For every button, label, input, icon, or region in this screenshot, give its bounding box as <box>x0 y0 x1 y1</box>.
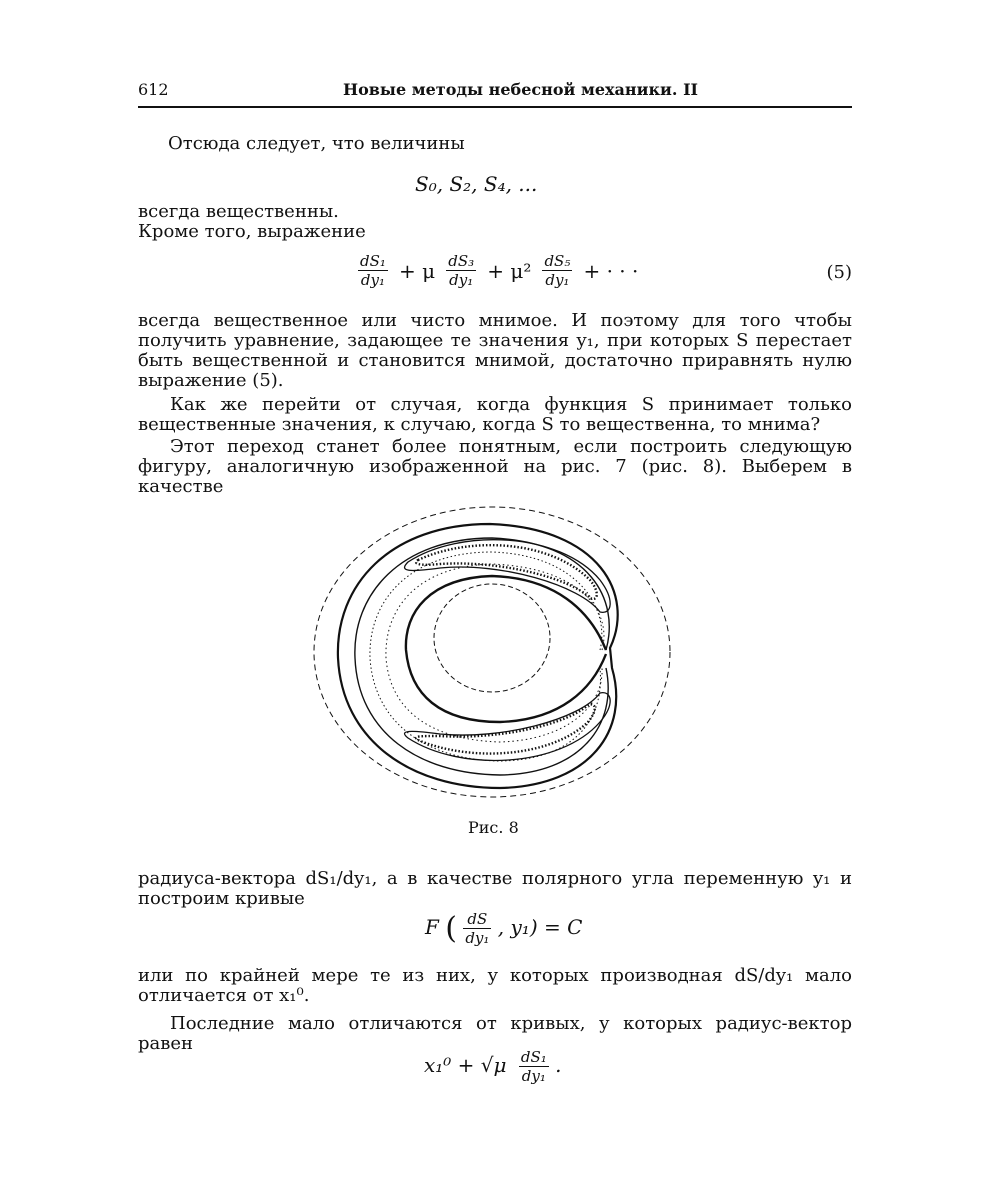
paragraph-2: Как же перейти от случая, когда функция S принимает только вещественные значения, к случаю, когда S то вещественна, то мнима? <box>138 394 852 435</box>
inner-solid-curve <box>406 576 606 722</box>
left-paren: ( <box>445 911 457 946</box>
text-line-2: всегда вещественны. <box>138 201 339 222</box>
fraction-ds-dy1: $\frac{dS}{\text{dy₁}}$ <box>465 910 490 947</box>
fraction-ds1-dy1-final: $\frac{\text{dS₁}}{\text{dy₁}}$ <box>520 1048 547 1085</box>
lower-island-dotted <box>416 704 595 753</box>
paragraph-3: Этот переход станет более понятным, если построить следующую фигуру, аналогичную изображенной на рис. 7 (рис. 8). Выберем в качестве <box>138 436 852 497</box>
figure-8 <box>300 500 700 805</box>
outer-solid-curve <box>338 524 618 788</box>
formula-f-prefix: F <box>425 915 439 939</box>
outer-dashed-curve <box>314 507 670 797</box>
fraction-ds5-dy1: $\frac{\text{dS₅}}{\text{dy₁}}$ <box>544 252 571 289</box>
fraction-ds3-dy1: $\frac{\text{dS₃}}{\text{dy₁}}$ <box>448 252 475 289</box>
formula-5-expression <box>358 252 644 289</box>
ellipsis-tail: + · · · <box>583 258 639 283</box>
figure-caption: Рис. 8 <box>468 818 519 837</box>
inner-dashed-curve <box>434 584 550 692</box>
plus-mu: + μ <box>399 258 436 283</box>
formula-f-rest: , y₁) = C <box>497 915 583 939</box>
series-s: S₀, S₂, S₄, ... <box>415 172 538 196</box>
formula-5 <box>138 252 852 296</box>
plus-mu-squared: + μ² <box>487 258 532 283</box>
equation-number: (5) <box>826 262 852 283</box>
paragraph-5: или по крайней мере те из них, у которых производная dS/dy₁ мало отличается от x₁⁰. <box>138 965 852 1006</box>
running-head <box>138 80 850 106</box>
text-line-3: Кроме того, выражение <box>138 221 366 242</box>
formula-x <box>424 1048 562 1085</box>
header-rule <box>138 106 852 108</box>
paragraph-4: радиуса-вектора dS₁/dy₁, а в качестве полярного угла переменную y₁ и построим кривые <box>138 868 852 909</box>
paragraph-6: Последние мало отличаются от кривых, у которых радиус-вектор равен <box>138 1013 852 1054</box>
running-title: Новые методы небесной механики. II <box>343 80 699 99</box>
formula-x-lead: x₁⁰ + √μ <box>424 1053 507 1077</box>
fraction-ds1-dy1: $\frac{\text{dS₁}}{\text{dy₁}}$ <box>360 252 386 289</box>
middle-solid-curve <box>355 538 609 775</box>
formula-f <box>425 910 582 947</box>
text-line-1: Отсюда следует, что величины <box>168 133 465 154</box>
formula-x-end: . <box>555 1053 562 1077</box>
paragraph-1: всегда вещественное или чисто мнимое. И поэтому для того чтобы получить уравнение, задающее те значения y₁, при которых S перестает быть вещественной и становится мнимой, достаточно приравнять нулю выражение (5). <box>138 310 852 391</box>
page-number: 612 <box>138 80 169 99</box>
